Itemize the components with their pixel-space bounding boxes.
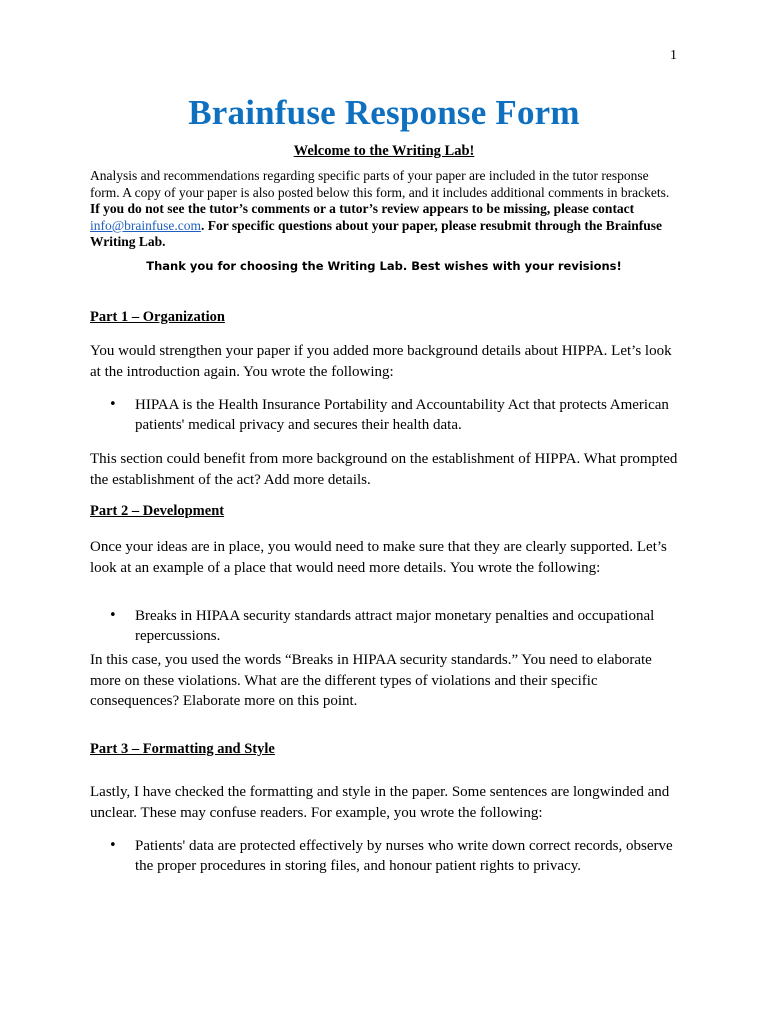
part1-paragraph-1: You would strengthen your paper if you added more background details about HIPPA. Let’s look at the introduction again. You wrote the following: — [90, 343, 672, 380]
bullet-icon: • — [109, 397, 117, 412]
intro-bold-text-end: . For specific questions about your paper, please resubmit through the Brainfuse Writing Lab. — [90, 217, 662, 249]
part2-paragraph-2: In this case, you used the words “Breaks in HIPAA security standards.” You need to elaborate more on these violations. What are the different types of violations and their specific consequences? Elaborate more on this point. — [90, 652, 652, 709]
part2-paragraph-1: Once your ideas are in place, you would need to make sure that they are clearly supported. Let’s look at an example of a place that would need more details. You wrote the following: — [90, 539, 667, 576]
thanks-note: Thank you for choosing the Writing Lab. Best wishes with your revisions! — [146, 259, 622, 273]
part1-heading: Part 1 – Organization — [90, 309, 225, 325]
part1-bullet — [109, 395, 684, 435]
part2-bullet-text: Breaks in HIPAA security standards attract major monetary penalties and occupational repercussions. — [135, 608, 655, 644]
part2-bullet — [109, 606, 684, 646]
part1-bullet-text: HIPAA is the Health Insurance Portability and Accountability Act that protects American patients' medical privacy and secures their health data. — [135, 397, 669, 433]
part3-paragraph-1: Lastly, I have checked the formatting and style in the paper. Some sentences are longwinded and unclear. These may confuse readers. For example, you wrote the following: — [90, 784, 670, 821]
part3-bullet-text: Patients' data are protected effectively by nurses who write down correct records, observe the proper procedures in storing files, and honour patient rights to privacy. — [135, 838, 673, 874]
welcome-heading: Welcome to the Writing Lab! — [293, 143, 475, 159]
bullet-icon: • — [109, 838, 117, 853]
email-link[interactable]: info@brainfuse.com — [90, 217, 202, 233]
part2-heading: Part 2 – Development — [90, 503, 225, 519]
part3-heading: Part 3 – Formatting and Style — [90, 741, 275, 757]
intro-text: Analysis and recommendations regarding specific parts of your paper are included in the tutor response form. A copy of your paper is also posted below this form, and it includes additional comments in brackets. — [90, 168, 670, 200]
bullet-icon: • — [109, 608, 117, 623]
part3-bullet — [109, 836, 684, 876]
part1-paragraph-2: This section could benefit from more background on the establishment of HIPPA. What prompted the establishment of the act? Add more details. — [90, 451, 678, 488]
page-number: 1 — [670, 48, 677, 63]
intro-bold-text: If you do not see the tutor’s comments or a tutor’s review appears to be missing, please contact — [90, 201, 635, 216]
intro-paragraph — [90, 168, 680, 251]
page-title: Brainfuse Response Form — [188, 93, 580, 132]
